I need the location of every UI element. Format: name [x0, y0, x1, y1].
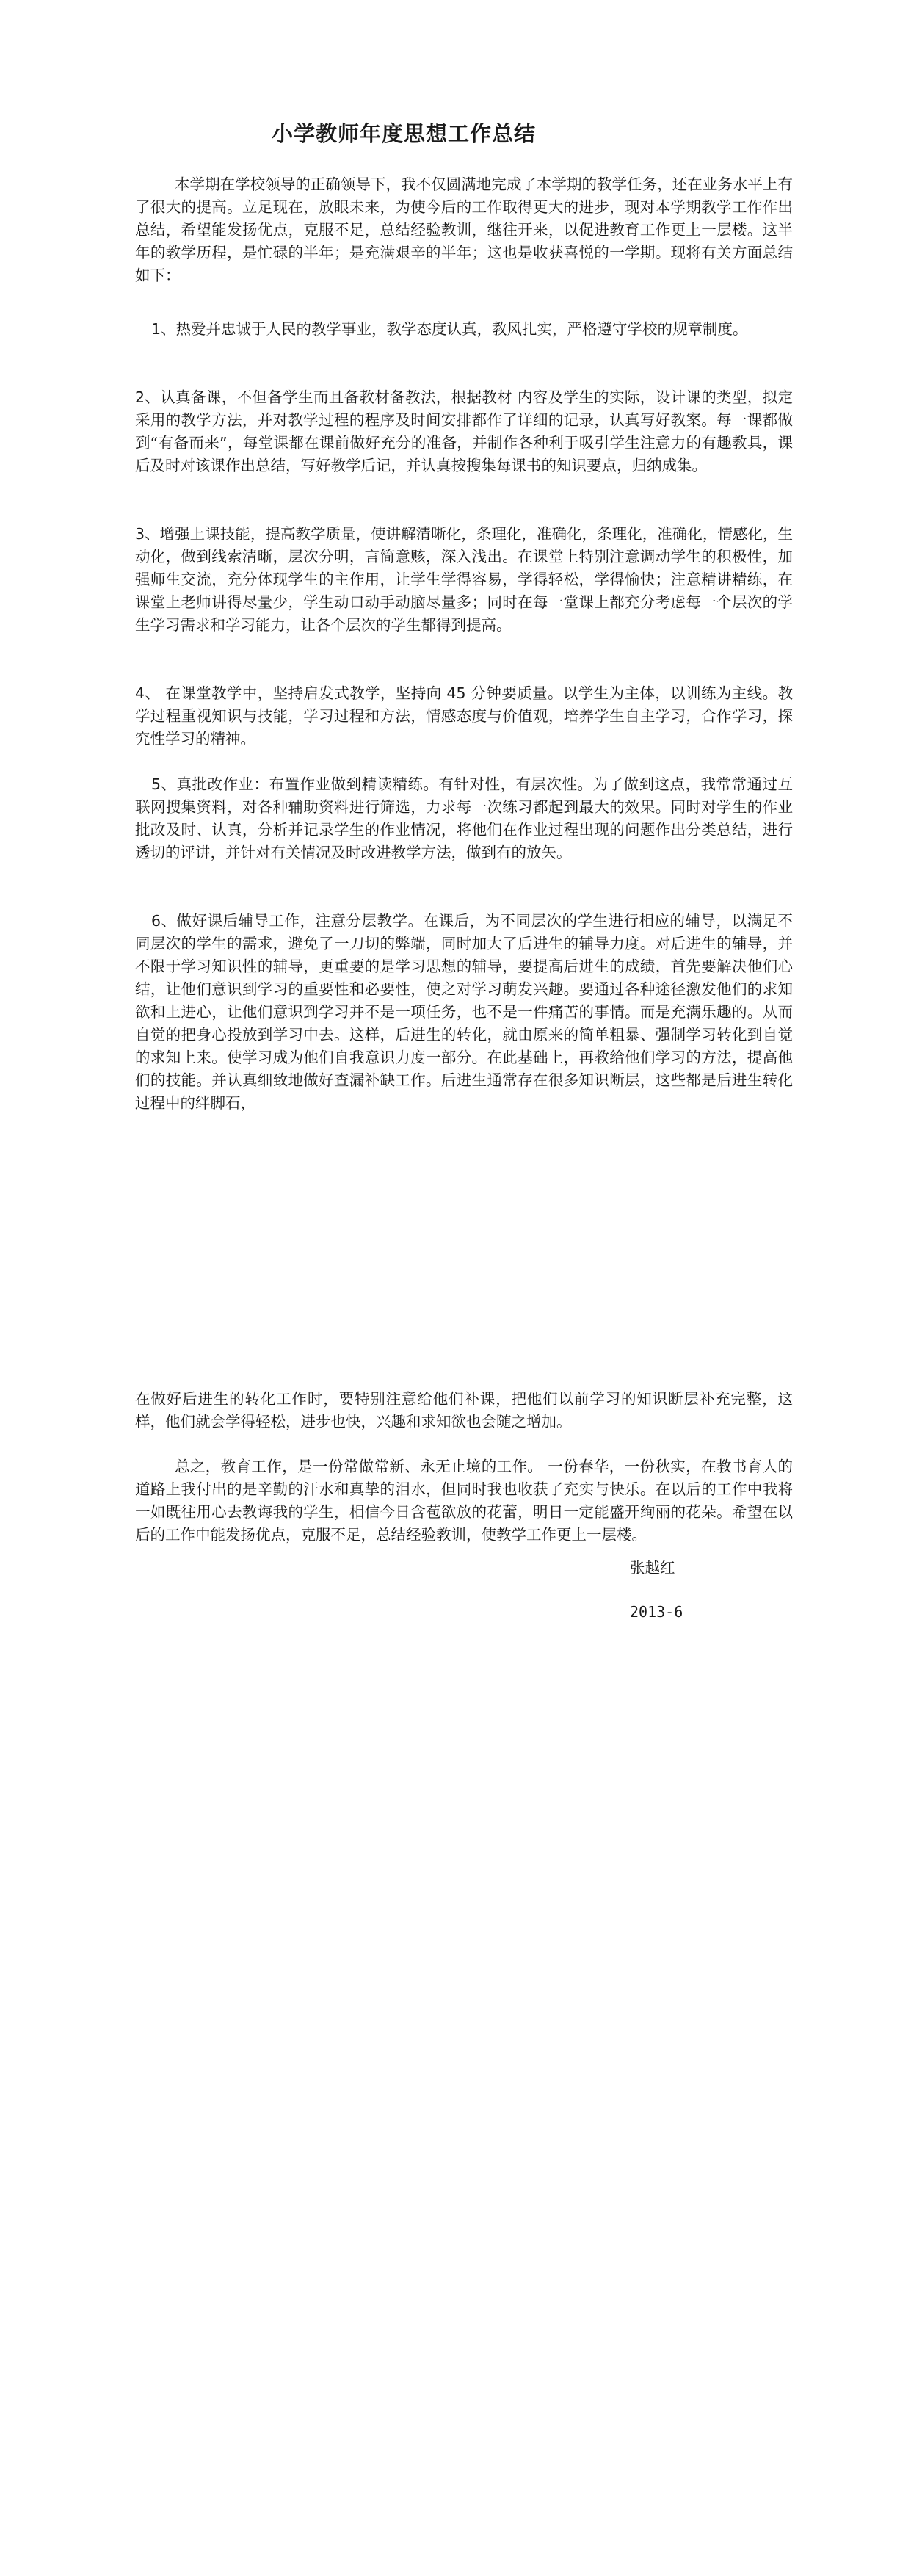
paragraph-6: 6、做好课后辅导工作，注意分层教学。在课后，为不同层次的学生进行相应的辅导，以满足不同层次的学生的需求，避免了一刀切的弊端，同时加大了后进生的辅导力度。对后进生的辅导，并不限于学习知识性的辅导，更重要的是学习思想的辅导，要提高后进生的成绩，首先要解决他们心结，让他们意识到学习的重要性和必要性，使之对学习萌发兴趣。要通过各种途径激发他们的求知欲和上进心，让他们意识到学习并不是一项任务，也不是一件痛苦的事情。而是充满乐趣的。从而自觉的把身心投放到学习中去。这样，后进生的转化，就由原来的简单粗暴、强制学习转化到自觉的求知上来。使学习成为他们自我意识力度一部分。在此基础上，再教给他们学习的方法，提高他们的技能。并认真细致地做好查漏补缺工作。后进生通常存在很多知识断层，这些都是后进生转化过程中的绊脚石，	[135, 912, 793, 1112]
document-title: 小学教师年度思想工作总结	[271, 121, 536, 146]
paragraph-4: 4、 在课堂教学中，坚持启发式教学，坚持向 45 分钟要质量。以学生为主体，以训练为主线。教学过程重视知识与技能，学习过程和方法，情感态度与价值观，培养学生自主学习，合作学习，探究性学习的精神。	[135, 684, 793, 748]
document-date: 2013-6	[630, 1603, 683, 1621]
author-signature: 张越红	[630, 1559, 675, 1577]
intro-paragraph: 本学期在学校领导的正确领导下，我不仅圆满地完成了本学期的教学任务，还在业务水平上有了很大的提高。立足现在，放眼未来，为使今后的工作取得更大的进步，现对本学期教学工作作出总结，希望能发扬优点，克服不足，总结经验教训，继往开来，以促进教育工作更上一层楼。这半年的教学历程，是忙碌的半年；是充满艰辛的半年；这也是收获喜悦的一学期。现将有关方面总结如下：	[135, 176, 793, 284]
paragraph-7: 在做好后进生的转化工作时，要特别注意给他们补课，把他们以前学习的知识断层补充完整，这样，他们就会学得轻松，进步也快，兴趣和求知欲也会随之增加。	[135, 1390, 793, 1430]
paragraph-1: 1、热爱并忠诚于人民的教学事业，教学态度认真，教风扎实，严格遵守学校的规章制度。	[151, 320, 748, 338]
paragraph-2: 2、认真备课，不但备学生而且备教材备教法，根据教材 内容及学生的实际，设计课的类型，拟定采用的教学方法，并对教学过程的程序及时间安排都作了详细的记录，认真写好教案。每一课都做到“有备而来”，每堂课都在课前做好充分的准备，并制作各种利于吸引学生注意力的有趣教具，课后及时对该课作出总结，写好教学后记，并认真按搜集每课书的知识要点，归纳成集。	[135, 388, 793, 474]
paragraph-3: 3、增强上课技能，提高教学质量，使讲解清晰化，条理化，准确化，条理化，准确化，情感化，生动化，做到线索清晰，层次分明，言简意赅，深入浅出。在课堂上特别注意调动学生的积极性，加强师生交流，充分体现学生的主作用，让学生学得容易，学得轻松，学得愉快；注意精讲精练，在课堂上老师讲得尽量少，学生动口动手动脑尽量多；同时在每一堂课上都充分考虑每一个层次的学生学习需求和学习能力，让各个层次的学生都得到提高。	[135, 525, 793, 634]
paragraph-5: 5、真批改作业：布置作业做到精读精练。有针对性，有层次性。为了做到这点，我常常通过互联网搜集资料，对各种辅助资料进行筛选，力求每一次练习都起到最大的效果。同时对学生的作业批改及时、认真，分析并记录学生的作业情况，将他们在作业过程出现的问题作出分类总结，进行透切的评讲，并针对有关情况及时改进教学方法，做到有的放矢。	[135, 775, 793, 861]
conclusion-paragraph: 总之，教育工作，是一份常做常新、永无止境的工作。 一份春华，一份秋实，在教书育人的道路上我付出的是辛勤的汗水和真挚的泪水，但同时我也收获了充实与快乐。在以后的工作中我将一如既往用心去教诲我的学生，相信今日含苞欲放的花蕾，明日一定能盛开绚丽的花朵。希望在以后的工作中能发扬优点，克服不足，总结经验教训，使教学工作更上一层楼。	[135, 1458, 793, 1544]
